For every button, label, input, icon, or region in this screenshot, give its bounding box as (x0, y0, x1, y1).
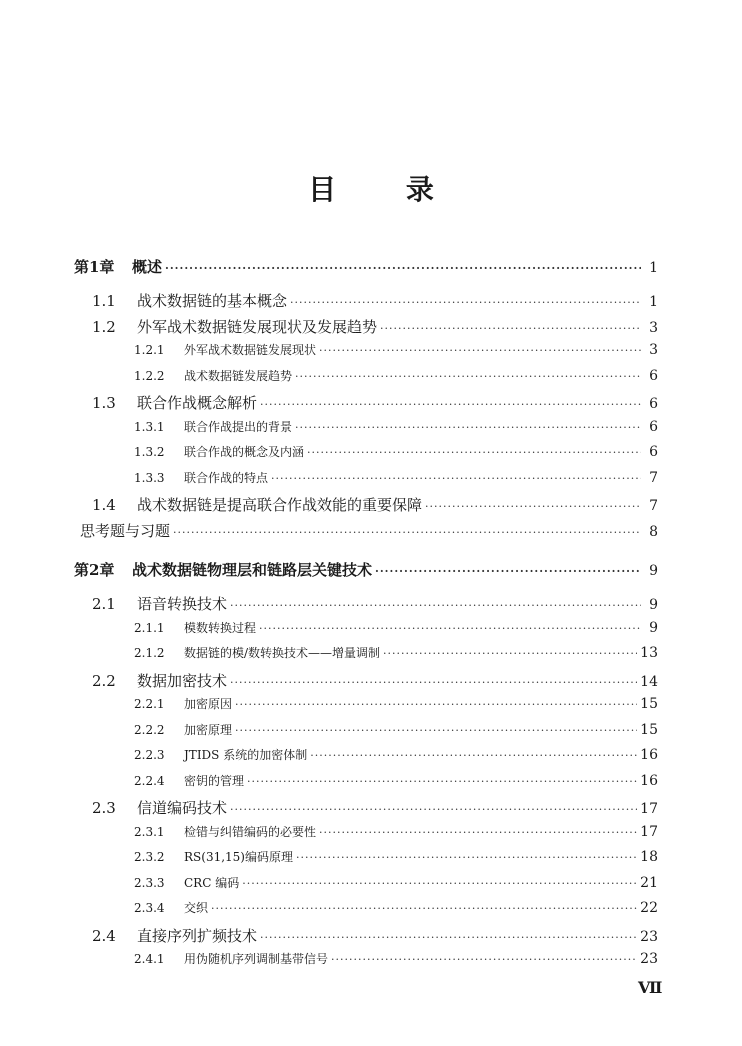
dot-leader (271, 472, 641, 485)
toc-entry-page: 17 (640, 801, 658, 817)
toc-entry-title: 数据链的模/数转换技术——增量调制 (184, 646, 381, 660)
toc-entry-page: 23 (640, 951, 658, 967)
toc-entry[interactable] (74, 772, 658, 798)
toc-entry-page: 3 (649, 319, 658, 336)
toc-entry-title: RS(31,15)编码原理 (184, 850, 293, 864)
toc-entry-number: 2.2.4 (134, 773, 165, 788)
toc-entry[interactable] (74, 695, 658, 721)
toc-entry-title: 加密原因 (184, 697, 233, 711)
toc-entry-title: 加密原理 (184, 722, 233, 737)
toc-entry-title: 战术数据链是提高联合作战效能的重要保障 (137, 496, 423, 514)
toc-entry-page: 7 (649, 498, 658, 514)
dot-leader (425, 500, 641, 513)
toc-entry-title: 联合作战概念解析 (137, 394, 258, 412)
toc-entry-number: 2.3.3 (134, 875, 165, 890)
page-number: Ⅶ (638, 978, 663, 997)
toc-entry-number: 2.3.1 (134, 824, 165, 839)
toc-entry[interactable] (74, 950, 658, 976)
toc-entry-page: 9 (649, 563, 658, 579)
toc-entry-title: 思考题与习题 (80, 521, 171, 540)
dot-leader (295, 421, 641, 434)
toc-entry-title: 联合作战的概念及内涵 (184, 445, 305, 459)
toc-entry-number: 2.1.1 (134, 620, 165, 635)
dot-leader (296, 851, 637, 864)
toc-entry-number: 2.4 (92, 926, 116, 945)
toc-entry-title: CRC 编码 (184, 875, 240, 890)
toc-entry-number: 2.1 (92, 595, 116, 613)
toc-entry[interactable] (74, 823, 658, 849)
toc-entry-title: 模数转换过程 (184, 620, 257, 635)
dot-leader (380, 322, 641, 335)
toc-entry-title: 战术数据链物理层和链路层关键技术 (132, 561, 373, 579)
toc-entry-number: 1.1 (92, 292, 116, 310)
toc-entry-page: 16 (640, 747, 658, 763)
dot-leader (211, 902, 637, 915)
dot-leader (307, 446, 641, 459)
dot-leader (259, 622, 641, 635)
toc-entry-number: 2.2.1 (134, 697, 165, 711)
toc-entry-page: 6 (649, 396, 658, 412)
dot-leader (290, 296, 641, 309)
dot-leader (331, 953, 637, 966)
page-title: 目 录 (308, 173, 464, 206)
toc-entry-title: 战术数据链的基本概念 (137, 292, 288, 310)
toc-entry[interactable] (74, 925, 658, 951)
dot-leader (319, 826, 637, 839)
toc-entry-title: 检错与纠错编码的必要性 (184, 824, 317, 839)
toc-entry[interactable] (74, 392, 658, 418)
toc-entry[interactable] (74, 290, 658, 316)
toc-entry-page: 15 (640, 696, 658, 712)
toc-entry-page: 14 (640, 673, 658, 690)
toc-entry-page: 6 (649, 367, 658, 384)
toc-entry[interactable] (74, 443, 658, 469)
toc-entry-title: 外军战术数据链发展现状 (184, 343, 317, 357)
toc-entry-number: 第1章 (74, 258, 115, 276)
toc-entry-number: 2.3 (92, 799, 116, 817)
toc-entry-page: 7 (649, 469, 658, 486)
toc-entry-number: 2.3.4 (134, 901, 165, 915)
toc-entry-page: 9 (649, 597, 658, 613)
dot-leader (247, 775, 637, 788)
toc-entry-title: 战术数据链发展趋势 (184, 368, 293, 383)
toc-entry[interactable] (74, 559, 658, 593)
toc-entry[interactable] (74, 494, 658, 520)
toc-entry-number: 1.3 (92, 394, 116, 412)
dot-leader (230, 599, 641, 612)
toc-entry-title: 用伪随机序列调制基带信号 (184, 952, 329, 966)
toc-entry[interactable] (74, 256, 658, 290)
toc-entry[interactable] (74, 644, 658, 670)
toc-entry-title: 概述 (132, 258, 163, 276)
toc-entry-title: 数据加密技术 (137, 671, 228, 690)
toc-entry-number: 1.3.3 (134, 470, 165, 485)
dot-leader (165, 262, 641, 275)
toc-entry-page: 1 (649, 260, 658, 276)
toc-entry-title: JTIDS 系统的加密体制 (184, 748, 308, 762)
toc-entry-title: 语音转换技术 (137, 595, 228, 613)
toc-entry-number: 1.4 (92, 496, 116, 514)
toc-entry-page: 13 (640, 645, 658, 661)
toc-entry-page: 23 (640, 928, 658, 945)
toc-entry[interactable] (74, 848, 658, 874)
toc-entry[interactable] (74, 469, 658, 495)
table-of-contents (74, 256, 658, 976)
toc-entry-page: 16 (640, 772, 658, 789)
toc-entry-page: 8 (649, 523, 658, 540)
dot-leader (230, 676, 637, 689)
toc-entry-number: 2.3.2 (134, 850, 165, 864)
toc-entry-number: 2.2.3 (134, 748, 165, 762)
toc-entry-title: 联合作战的特点 (184, 470, 269, 485)
toc-entry[interactable] (74, 367, 658, 393)
toc-entry-page: 18 (640, 849, 658, 865)
toc-entry-page: 6 (649, 418, 658, 435)
toc-entry[interactable] (74, 316, 658, 342)
toc-entry[interactable] (74, 520, 658, 546)
toc-entry-page: 3 (649, 342, 658, 358)
toc-entry-number: 2.4.1 (134, 952, 165, 966)
toc-entry-page: 9 (649, 619, 658, 636)
toc-entry-page: 1 (649, 294, 658, 310)
toc-entry-title: 外军战术数据链发展现状及发展趋势 (137, 317, 378, 336)
dot-leader (260, 398, 641, 411)
dot-leader (242, 877, 637, 890)
dot-leader (383, 647, 637, 660)
toc-entry-number: 第2章 (74, 561, 115, 579)
toc-entry[interactable] (74, 418, 658, 444)
toc-entry-page: 22 (640, 900, 658, 916)
dot-leader (260, 931, 637, 944)
toc-entry-page: 15 (640, 721, 658, 738)
dot-leader (295, 370, 641, 383)
dot-leader (319, 344, 641, 357)
toc-entry-number: 1.3.1 (134, 419, 165, 434)
toc-entry-page: 6 (649, 444, 658, 460)
toc-entry-title: 联合作战提出的背景 (184, 419, 293, 434)
dot-leader (235, 698, 637, 711)
toc-entry[interactable] (74, 746, 658, 772)
dot-leader (375, 565, 641, 578)
toc-entry-number: 1.2.2 (134, 368, 165, 383)
toc-entry[interactable] (74, 593, 658, 619)
dot-leader (173, 526, 641, 539)
toc-entry-number: 1.2.1 (134, 343, 165, 357)
toc-entry-title: 密钥的管理 (184, 773, 245, 788)
toc-entry-number: 2.1.2 (134, 646, 165, 660)
dot-leader (310, 749, 637, 762)
toc-entry[interactable] (74, 721, 658, 747)
toc-entry-title: 信道编码技术 (137, 799, 228, 817)
toc-entry-number: 2.2.2 (134, 722, 165, 737)
toc-entry[interactable] (74, 670, 658, 696)
toc-entry[interactable] (74, 899, 658, 925)
toc-entry-page: 17 (640, 823, 658, 840)
toc-entry-number: 1.2 (92, 317, 116, 336)
toc-entry[interactable] (74, 797, 658, 823)
toc-entry-number: 1.3.2 (134, 445, 165, 459)
toc-entry[interactable] (74, 874, 658, 900)
toc-entry-title: 直接序列扩频技术 (137, 926, 258, 945)
dot-leader (230, 803, 637, 816)
toc-entry[interactable] (74, 341, 658, 367)
toc-entry-title: 交织 (184, 901, 209, 915)
toc-entry-number: 2.2 (92, 671, 116, 690)
toc-entry[interactable] (74, 619, 658, 645)
dot-leader (235, 724, 637, 737)
toc-entry-page: 21 (640, 874, 658, 891)
